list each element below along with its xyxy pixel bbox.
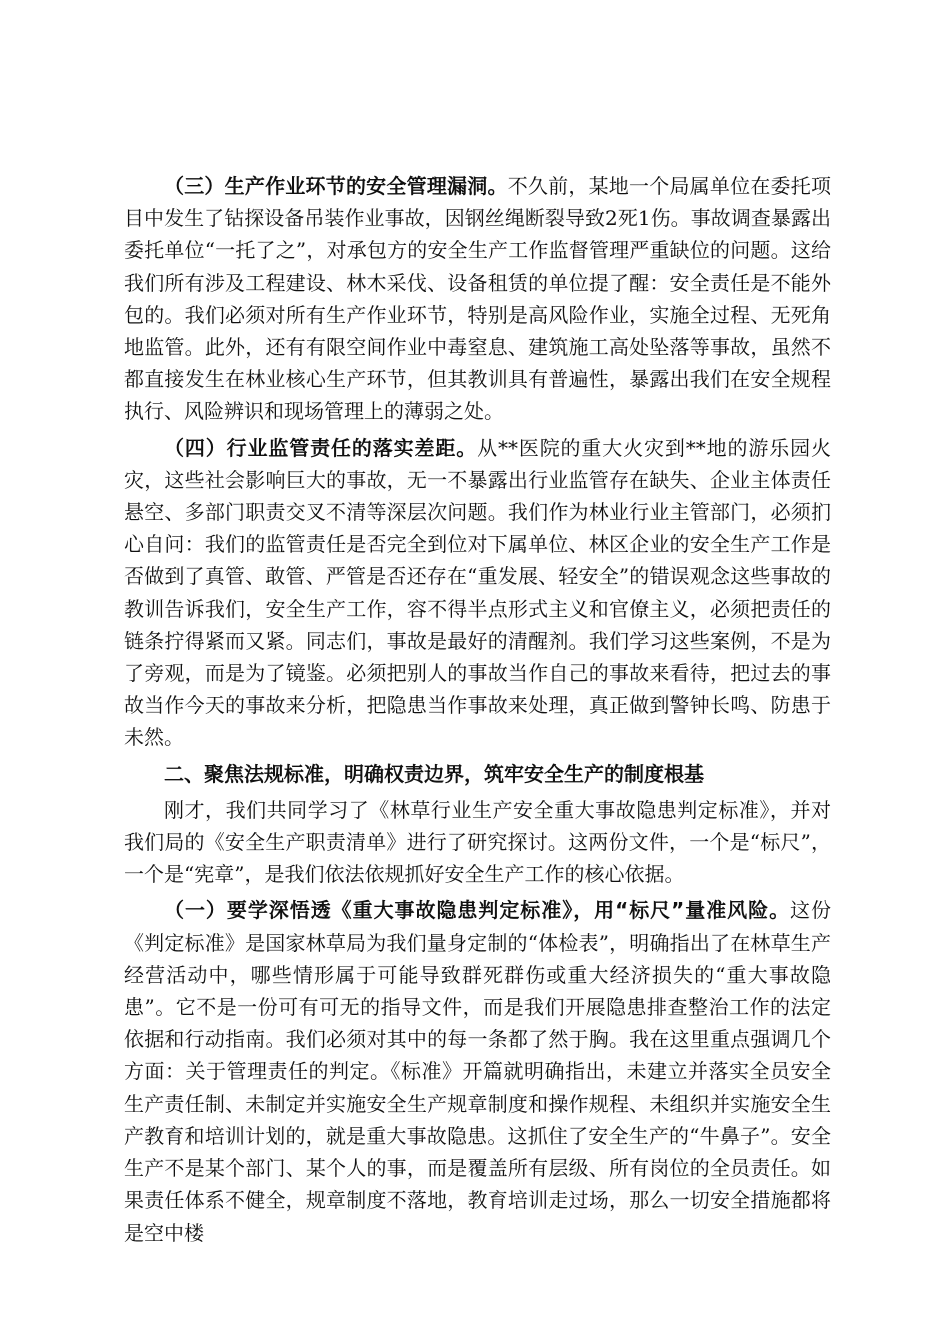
document-page (124, 170, 831, 1253)
section-3-lead: （三）生产作业环节的安全管理漏洞。 (164, 174, 508, 198)
section-4-lead: （四）行业监管责任的落实差距。 (164, 435, 478, 460)
section-4-body: 从**医院的重大火灾到**地的游乐园火灾，这些社会影响巨大的事故，无一不暴露出行业监管存在缺失、企业主体责任悬空、多部门职责交叉不清等深层次问题。我们作为林业行业主管部门，必须扪心自问：我们的监管责任是否完全到位对下属单位、林区企业的安全生产工作是否做到了真管、敢管、严管是否还存在“重发展、轻安全”的错误观念这些事故的教训告诉我们，安全生产工作，容不得半点形式主义和官僚主义，必须把责任的链条拧得紧而又紧。同志们，事故是最好的清醒剂。我们学习这些案例，不是为了旁观，而是为了镜鉴。必须把别人的事故当作自己的事故来看待，把过去的事故当作今天的事故来分析，把隐患当作事故来处理，真正做到警钟长鸣、防患于未然。 (124, 435, 832, 750)
paragraph-intro: 刚才，我们共同学习了《林草行业生产安全重大事故隐患判定标准》，并对我们局的《安全生产职责清单》进行了研究探讨。这两份文件，一个是“标尺”，一个是“宪章”，是我们依法依规抓好安全生产工作的核心依据。 (124, 797, 831, 887)
paragraph-section-3 (124, 170, 831, 428)
section-1-body: 这份《判定标准》是国家林草局为我们量身定制的“体检表”，明确指出了在林草生产经营活动中，哪些情形属于可能导致群死群伤或重大经济损失的“重大事故隐患”。它不是一份可有可无的指导文件，而是我们开展隐患排查整治工作的法定依据和行动指南。我们必须对其中的每一条都了然于胸。我在这里重点强调几个方面：关于管理责任的判定。《标准》开篇就明确指出，未建立并落实全员安全生产责任制、未制定并实施安全生产规章制度和操作规程、未组织并实施安全生产教育和培训计划的，就是重大事故隐患。这抓住了安全生产的“牛鼻子”。安全生产不是某个部门、某个人的事，而是覆盖所有层级、所有岗位的全员责任。如果责任体系不健全，规章制度不落地，教育培训走过场，那么一切安全措施都将是空中楼 (124, 898, 832, 1245)
section-3-body: 不久前，某地一个局属单位在委托项目中发生了钻探设备吊装作业事故，因钢丝绳断裂导致2死1伤。事故调查暴露出委托单位“一托了之”，对承包方的安全生产工作监督管理严重缺位的问题。这给我们所有涉及工程建设、林木采伐、设备租赁的单位提了醒：安全责任是不能外包的。我们必须对所有生产作业环节，特别是高风险作业，实施全过程、无死角地监管。此外，还有有限空间作业中毒窒息、建筑施工高处坠落等事故，虽然不都直接发生在林业核心生产环节，但其教训具有普遍性，暴露出我们在安全规程执行、风险辨识和现场管理上的薄弱之处。 (124, 174, 831, 424)
paragraph-section-4 (124, 432, 831, 754)
chapter-two-heading: 二、聚焦法规标准，明确权责边界，筑牢安全生产的制度根基 (164, 761, 704, 786)
paragraph-section-1 (124, 894, 831, 1248)
section-1-lead: （一）要学深悟透《重大事故隐患判定标准》，用“标尺”量准风险。 (164, 898, 791, 923)
